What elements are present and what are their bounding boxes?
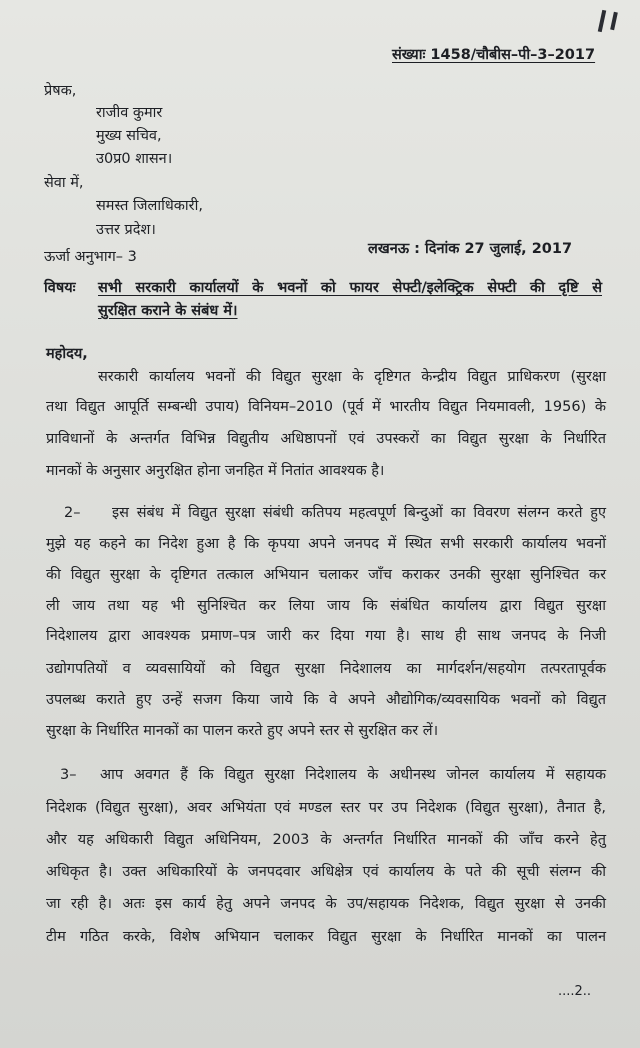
recipient-title: समस्त जिलाधिकारी, [96, 198, 203, 214]
para3-line: टीम गठित करके, विशेष अभियान चलाकर विद्युत सुरक्षा के निर्धारित मानकों का पालन [46, 929, 606, 945]
para1-line: प्राविधानों के अन्तर्गत विभिन्न विद्युतीय अधिष्ठापनों एवं उपस्करों का विद्युत सुरक्षा के निर्धारित [46, 431, 606, 447]
subject-line-1: सभी सरकारी कार्यालयों के भवनों को फायर सेफ्टी/इलेक्ट्रिक सेफ्टी की दृष्टि से [98, 280, 602, 296]
page-continuation-marker: ....2.. [558, 984, 592, 999]
para1-line: मानकों के अनुसार अनुरक्षित होना जनहित में नितांत आवश्यक है। [46, 463, 385, 479]
para3-line: और यह अधिकारी विद्युत अधिनियम, 2003 के अन्तर्गत निर्धारित मानकों की जाँच करने हेतु [46, 832, 606, 848]
department: ऊर्जा अनुभाग– 3 [44, 249, 137, 265]
para2-line: ली जाय तथा यह भी सुनिश्चित कर लिया जाय कि संबंधित कार्यालय द्वारा विद्युत सुरक्षा [46, 598, 606, 614]
to-label: सेवा में, [44, 175, 84, 191]
para3-line: अधिकृत है। उक्त अधिकारियों के जनपदवार अधिक्षेत्र एवं कार्यालय के पते की सूची संलग्न की [46, 864, 606, 880]
para3-number: 3– [60, 767, 77, 783]
para2-line: मुझे यह कहने का निदेश हुआ है कि कृपया अपने जनपद में स्थित सभी सरकारी कार्यालय भवनों [46, 536, 606, 552]
sender-designation: मुख्य सचिव, [96, 128, 162, 144]
subject-label: विषयः [44, 280, 76, 296]
tick-mark [610, 12, 618, 30]
sender-name: राजीव कुमार [96, 105, 163, 121]
sender-office: उ0प्र0 शासन। [96, 151, 173, 167]
sender-label: प्रेषक, [44, 83, 77, 99]
reference-number: संख्याः 1458/चौबीस–पी–3–2017 [392, 47, 596, 63]
para2-line: की विद्युत सुरक्षा के दृष्टिगत तत्काल अभियान चलाकर जाँच कराकर उनकी सुरक्षा सुनिश्चित कर [46, 567, 606, 583]
para2-line: निदेशालय द्वारा आवश्यक प्रमाण–पत्र जारी कर दिया गया है। साथ ही साथ जनपद के निजी [46, 628, 606, 644]
subject-line-2: सुरक्षित कराने के संबंध में। [98, 303, 238, 319]
para1-line: सरकारी कार्यालय भवनों की विद्युत सुरक्षा के दृष्टिगत केन्द्रीय विद्युत प्राधिकरण (सुरक्षा [98, 369, 606, 385]
tick-mark [598, 10, 606, 32]
para3-line: जा रही है। अतः इस कार्य हेतु अपने जनपद के उप/सहायक निदेशक, विद्युत सुरक्षा से उनकी [46, 896, 606, 912]
para2-number: 2– [64, 505, 81, 521]
para2-line: उद्योगपतियों व व्यवसायियों को विद्युत सुरक्षा निदेशालय का मार्गदर्शन/सहयोग तत्परतापूर्वक [46, 661, 606, 677]
para2-line: उपलब्ध कराते हुए उन्हें सजग किया जाये कि वे अपने औद्योगिक/व्यवसायिक भवनों को विद्युत [46, 692, 606, 708]
salutation: महोदय, [46, 346, 88, 362]
para2-line: इस संबंध में विद्युत सुरक्षा संबंधी कतिपय महत्वपूर्ण बिन्दुओं का विवरण संलग्न करते हुए [112, 505, 606, 521]
para1-line: तथा विद्युत आपूर्ति सम्बन्धी उपाय) विनियम–2010 (पूर्व में भारतीय विद्युत नियमावली, 1956) के [46, 399, 606, 415]
para2-line: सुरक्षा के निर्धारित मानकों का पालन करते हुए अपने स्तर से सुरक्षित कर लें। [46, 723, 439, 739]
para3-line: निदेशक (विद्युत सुरक्षा), अवर अभियंता एवं मण्डल स्तर पर उप निदेशक (विद्युत सुरक्षा), तैनात है, [46, 800, 606, 816]
place-date: लखनऊ : दिनांक 27 जुलाई, 2017 [368, 241, 573, 257]
recipient-state: उत्तर प्रदेश। [96, 222, 156, 238]
para3-line: आप अवगत हैं कि विद्युत सुरक्षा निदेशालय के अधीनस्थ जोनल कार्यालय में सहायक [100, 767, 606, 783]
